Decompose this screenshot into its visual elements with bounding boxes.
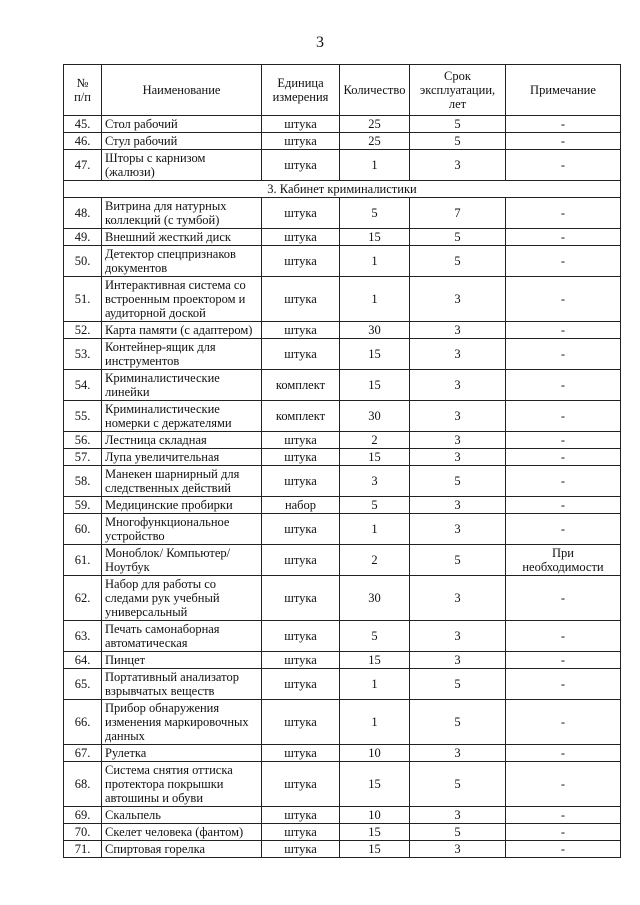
cell-unit: штука (262, 150, 340, 181)
cell-unit: штука (262, 841, 340, 858)
cell-note: - (506, 700, 621, 745)
cell-note: - (506, 133, 621, 150)
cell-unit: штука (262, 449, 340, 466)
cell-note: - (506, 246, 621, 277)
cell-note: - (506, 277, 621, 322)
cell-note: - (506, 432, 621, 449)
table-row (64, 150, 621, 181)
cell-note: - (506, 745, 621, 762)
cell-num: 46. (64, 133, 102, 150)
cell-name: Манекен шарнирный для следственных действий (102, 466, 262, 497)
cell-qty: 5 (340, 497, 410, 514)
cell-name: Контейнер-ящик для инструментов (102, 339, 262, 370)
cell-name: Моноблок/ Компьютер/ Ноутбук (102, 545, 262, 576)
table-row (64, 198, 621, 229)
header-life: Срок эксплуатации, лет (410, 65, 506, 116)
cell-unit: штука (262, 824, 340, 841)
page-number: 3 (316, 34, 324, 51)
cell-num: 56. (64, 432, 102, 449)
cell-num: 64. (64, 652, 102, 669)
cell-qty: 1 (340, 700, 410, 745)
cell-num: 50. (64, 246, 102, 277)
cell-unit: штука (262, 133, 340, 150)
table-row (64, 621, 621, 652)
cell-qty: 15 (340, 841, 410, 858)
cell-num: 47. (64, 150, 102, 181)
cell-name: Шторы с карнизом (жалюзи) (102, 150, 262, 181)
cell-qty: 15 (340, 339, 410, 370)
table-row (64, 514, 621, 545)
cell-life: 3 (410, 514, 506, 545)
cell-name: Интерактивная система со встроенным проектором и аудиторной доской (102, 277, 262, 322)
cell-num: 71. (64, 841, 102, 858)
table-row (64, 339, 621, 370)
cell-unit: штука (262, 339, 340, 370)
cell-life: 5 (410, 545, 506, 576)
cell-qty: 15 (340, 652, 410, 669)
cell-note: - (506, 370, 621, 401)
cell-qty: 2 (340, 545, 410, 576)
cell-unit: штука (262, 514, 340, 545)
cell-qty: 3 (340, 466, 410, 497)
cell-life: 3 (410, 807, 506, 824)
cell-qty: 15 (340, 762, 410, 807)
header-num: № п/п (64, 65, 102, 116)
cell-name: Карта памяти (с адаптером) (102, 322, 262, 339)
cell-qty: 25 (340, 133, 410, 150)
table-row (64, 745, 621, 762)
table-row (64, 116, 621, 133)
cell-name: Лупа увеличительная (102, 449, 262, 466)
cell-num: 48. (64, 198, 102, 229)
cell-unit: штука (262, 277, 340, 322)
cell-num: 51. (64, 277, 102, 322)
cell-unit: штука (262, 762, 340, 807)
cell-unit: штука (262, 745, 340, 762)
cell-note: - (506, 466, 621, 497)
table-row (64, 807, 621, 824)
cell-name: Портативный анализатор взрывчатых веществ (102, 669, 262, 700)
cell-note: - (506, 621, 621, 652)
cell-note: - (506, 497, 621, 514)
table-row (64, 432, 621, 449)
cell-unit: штука (262, 246, 340, 277)
cell-life: 3 (410, 339, 506, 370)
cell-qty: 1 (340, 246, 410, 277)
cell-life: 5 (410, 700, 506, 745)
cell-note: - (506, 322, 621, 339)
cell-num: 65. (64, 669, 102, 700)
table-row (64, 322, 621, 339)
cell-life: 3 (410, 841, 506, 858)
cell-life: 3 (410, 576, 506, 621)
cell-life: 3 (410, 497, 506, 514)
cell-life: 3 (410, 277, 506, 322)
cell-qty: 10 (340, 745, 410, 762)
cell-qty: 1 (340, 277, 410, 322)
cell-qty: 5 (340, 198, 410, 229)
cell-qty: 1 (340, 514, 410, 545)
cell-life: 3 (410, 652, 506, 669)
cell-name: Набор для работы со следами рук учебный универсальный (102, 576, 262, 621)
cell-life: 3 (410, 370, 506, 401)
cell-unit: штука (262, 652, 340, 669)
cell-life: 3 (410, 745, 506, 762)
cell-name: Прибор обнаружения изменения маркировочных данных (102, 700, 262, 745)
table-row (64, 652, 621, 669)
cell-note: - (506, 669, 621, 700)
table-row (64, 669, 621, 700)
cell-qty: 15 (340, 370, 410, 401)
cell-num: 70. (64, 824, 102, 841)
cell-num: 58. (64, 466, 102, 497)
cell-unit: штука (262, 545, 340, 576)
cell-note: - (506, 762, 621, 807)
cell-note: - (506, 576, 621, 621)
cell-note: - (506, 339, 621, 370)
cell-note: - (506, 401, 621, 432)
cell-qty: 30 (340, 401, 410, 432)
cell-qty: 25 (340, 116, 410, 133)
cell-note: - (506, 229, 621, 246)
table-row (64, 497, 621, 514)
cell-name: Пинцет (102, 652, 262, 669)
cell-qty: 10 (340, 807, 410, 824)
cell-num: 52. (64, 322, 102, 339)
cell-name: Криминалистические номерки с держателями (102, 401, 262, 432)
cell-num: 49. (64, 229, 102, 246)
cell-life: 3 (410, 150, 506, 181)
cell-name: Рулетка (102, 745, 262, 762)
cell-note: - (506, 841, 621, 858)
table-row (64, 762, 621, 807)
cell-note: - (506, 116, 621, 133)
cell-qty: 5 (340, 621, 410, 652)
cell-num: 45. (64, 116, 102, 133)
cell-name: Стол рабочий (102, 116, 262, 133)
table-row (64, 700, 621, 745)
header-note: Примечание (506, 65, 621, 116)
cell-unit: штука (262, 700, 340, 745)
cell-life: 5 (410, 466, 506, 497)
cell-qty: 30 (340, 322, 410, 339)
cell-qty: 15 (340, 824, 410, 841)
table-row (64, 449, 621, 466)
cell-life: 3 (410, 401, 506, 432)
cell-num: 61. (64, 545, 102, 576)
cell-qty: 15 (340, 229, 410, 246)
cell-qty: 1 (340, 150, 410, 181)
cell-life: 5 (410, 669, 506, 700)
cell-num: 62. (64, 576, 102, 621)
cell-unit: штука (262, 198, 340, 229)
cell-name: Лестница складная (102, 432, 262, 449)
cell-note: При необходимости (506, 545, 621, 576)
table-row (64, 545, 621, 576)
cell-life: 5 (410, 133, 506, 150)
cell-num: 53. (64, 339, 102, 370)
cell-name: Скелет человека (фантом) (102, 824, 262, 841)
cell-name: Многофункциональное устройство (102, 514, 262, 545)
table-row (64, 246, 621, 277)
table-row (64, 229, 621, 246)
table-row (64, 466, 621, 497)
cell-num: 55. (64, 401, 102, 432)
cell-num: 69. (64, 807, 102, 824)
table-row (64, 841, 621, 858)
cell-name: Криминалистические линейки (102, 370, 262, 401)
cell-num: 57. (64, 449, 102, 466)
cell-unit: штука (262, 229, 340, 246)
cell-name: Медицинские пробирки (102, 497, 262, 514)
cell-life: 3 (410, 432, 506, 449)
header-qty: Количество (340, 65, 410, 116)
cell-unit: штука (262, 576, 340, 621)
cell-num: 54. (64, 370, 102, 401)
cell-note: - (506, 514, 621, 545)
cell-unit: штука (262, 466, 340, 497)
section-title: 3. Кабинет криминалистики (64, 181, 621, 198)
cell-life: 5 (410, 762, 506, 807)
cell-life: 3 (410, 322, 506, 339)
cell-life: 7 (410, 198, 506, 229)
cell-num: 67. (64, 745, 102, 762)
cell-life: 3 (410, 621, 506, 652)
cell-num: 68. (64, 762, 102, 807)
cell-unit: комплект (262, 370, 340, 401)
cell-qty: 15 (340, 449, 410, 466)
cell-life: 5 (410, 246, 506, 277)
table-body (64, 116, 621, 858)
cell-name: Печать самонаборная автоматическая (102, 621, 262, 652)
header-unit: Единица измерения (262, 65, 340, 116)
cell-note: - (506, 150, 621, 181)
table-row (64, 133, 621, 150)
cell-name: Спиртовая горелка (102, 841, 262, 858)
cell-unit: комплект (262, 401, 340, 432)
cell-name: Система снятия оттиска протектора покрышки автошины и обуви (102, 762, 262, 807)
table-row (64, 401, 621, 432)
cell-note: - (506, 449, 621, 466)
cell-note: - (506, 824, 621, 841)
cell-life: 5 (410, 229, 506, 246)
cell-life: 5 (410, 116, 506, 133)
cell-unit: штука (262, 116, 340, 133)
cell-unit: набор (262, 497, 340, 514)
cell-num: 63. (64, 621, 102, 652)
inventory-table (63, 64, 621, 858)
cell-unit: штука (262, 322, 340, 339)
cell-name: Витрина для натурных коллекций (с тумбой) (102, 198, 262, 229)
cell-unit: штука (262, 621, 340, 652)
table-row (64, 824, 621, 841)
cell-qty: 2 (340, 432, 410, 449)
cell-life: 5 (410, 824, 506, 841)
section-row (64, 181, 621, 198)
cell-name: Внешний жесткий диск (102, 229, 262, 246)
cell-note: - (506, 807, 621, 824)
table-row (64, 576, 621, 621)
cell-name: Детектор спецпризнаков документов (102, 246, 262, 277)
cell-unit: штука (262, 807, 340, 824)
cell-num: 60. (64, 514, 102, 545)
table-header-row (64, 65, 621, 116)
cell-unit: штука (262, 432, 340, 449)
cell-unit: штука (262, 669, 340, 700)
cell-num: 66. (64, 700, 102, 745)
cell-life: 3 (410, 449, 506, 466)
cell-qty: 1 (340, 669, 410, 700)
header-name: Наименование (102, 65, 262, 116)
cell-qty: 30 (340, 576, 410, 621)
cell-num: 59. (64, 497, 102, 514)
cell-note: - (506, 652, 621, 669)
cell-note: - (506, 198, 621, 229)
cell-name: Скальпель (102, 807, 262, 824)
table-row (64, 370, 621, 401)
cell-name: Стул рабочий (102, 133, 262, 150)
table-row (64, 277, 621, 322)
